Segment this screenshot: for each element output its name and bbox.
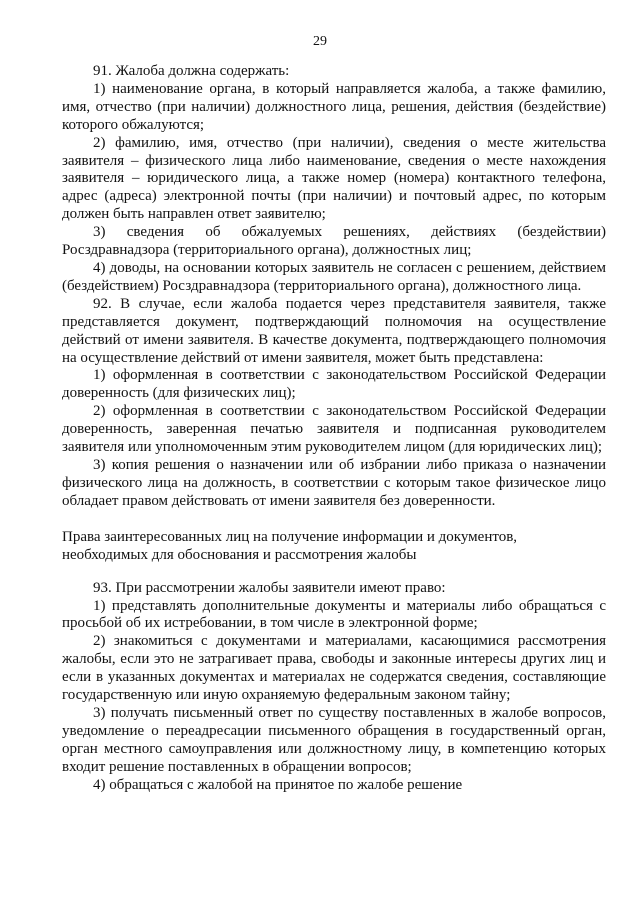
page-number: 29	[313, 34, 327, 49]
paragraph-93-item-1: 1) представлять дополнительные документы и материалы либо обращаться с просьбой об их истребовании, в том числе в электронной форме;	[62, 597, 606, 632]
paragraph-91-item-4: 4) доводы, на основании которых заявитель не согласен с решением, действием (бездействием) Росздравнадзора (территориального органа), должностного лица.	[62, 259, 606, 294]
paragraph-92-intro: 92. В случае, если жалоба подается через представителя заявителя, также представляется документ, подтверждающий полномочия на осуществление действий от имени заявителя. В качестве документа, подтверждающего полномочия на осуществление действий от имени заявителя, может быть представлена:	[62, 295, 606, 366]
paragraph-92-item-3: 3) копия решения о назначении или об избрании либо приказа о назначении физического лица на должность, в соответствии с которым такое физическое лицо обладает правом действовать от имени заявителя без доверенности.	[62, 456, 606, 509]
document-body	[62, 63, 606, 795]
paragraph-93-intro: 93. При рассмотрении жалобы заявители имеют право:	[93, 579, 446, 596]
section-heading-line-1: Права заинтересованных лиц на получение информации и документов,	[62, 528, 518, 545]
paragraph-93-item-4: 4) обращаться с жалобой на принятое по жалобе решение	[93, 776, 463, 793]
paragraph-93-item-3: 3) получать письменный ответ по существу поставленных в жалобе вопросов, уведомление о переадресации письменного обращения в государственный орган, орган местного самоуправления или должностному лицу, в компетенцию которых входит решение поставленных в обращении вопросов;	[62, 705, 606, 775]
section-heading	[62, 528, 606, 564]
paragraph-91-item-1: 1) наименование органа, в который направляется жалоба, а также фамилию, имя, отчество (при наличии) должностного лица, решения, действия (бездействие) которого обжалуются;	[62, 80, 606, 133]
paragraph-92-item-2: 2) оформленная в соответствии с законодательством Российской Федерации доверенность, заверенная печатью заявителя и подписанная руководителем заявителя или уполномоченным этим руководителем лицом (для юридических лиц);	[62, 403, 606, 456]
paragraph-91-item-2: 2) фамилию, имя, отчество (при наличии), сведения о месте жительства заявителя – физического лица либо наименование, сведения о месте нахождения заявителя – юридического лица, а также номер (номера) контактного телефона, адрес (адреса) электронной почты (при наличии) и почтовый адрес, по которым должен быть направлен ответ заявителю;	[62, 134, 606, 223]
paragraph-93-item-2: 2) знакомиться с документами и материалами, касающимися рассмотрения жалобы, если это не затрагивает права, свободы и законные интересы других лиц и если в указанных документах и материалах не содержатся сведения, составляющие государственную или иную охраняемую федеральным законом тайну;	[62, 633, 606, 704]
paragraph-91-item-3: 3) сведения об обжалуемых решениях, действиях (бездействии) Росздравнадзора (территориального органа), должностных лиц;	[62, 224, 606, 259]
section-heading-line-2: необходимых для обоснования и рассмотрения жалобы	[62, 546, 417, 563]
paragraph-91-intro: 91. Жалоба должна содержать:	[93, 63, 290, 79]
paragraph-92-item-1: 1) оформленная в соответствии с законодательством Российской Федерации доверенность (для физических лиц);	[62, 367, 606, 402]
